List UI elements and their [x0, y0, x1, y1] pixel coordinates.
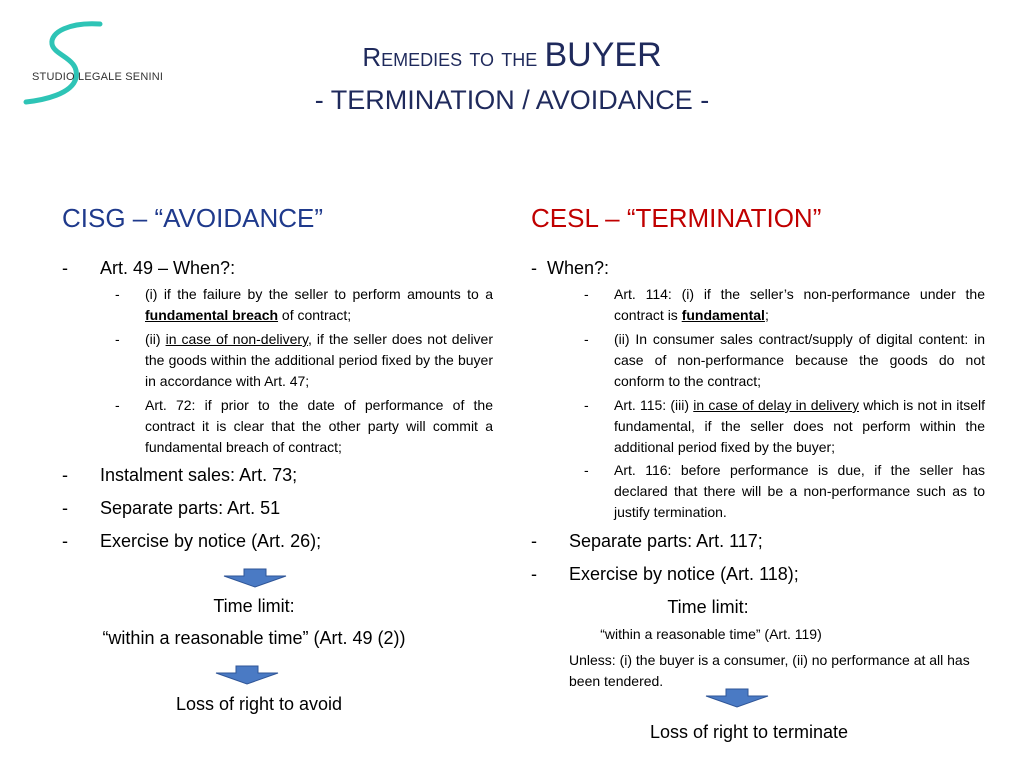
loss-of-right-text: Loss of right to avoid — [175, 694, 343, 714]
title-big: BUYER — [544, 36, 662, 74]
reasonable-time-text: “within a reasonable time” (Art. 49 (2)) — [102, 628, 406, 648]
down-arrow-icon — [214, 665, 280, 685]
cesl-heading: CESL – “TERMINATION” — [531, 203, 822, 233]
loss-of-right-text: Loss of right to terminate — [649, 722, 849, 742]
list-item: - Art. 114: (i) if the seller’s non-performance under the contract is fundamental; — [584, 286, 985, 323]
logo-s-icon — [22, 20, 112, 110]
logo-text: STUDIO LEGALE SENINI — [32, 71, 164, 83]
logo — [22, 20, 172, 110]
list-item: - Art. 115: (iii) in case of delay in delivery which is not in itself fundamental, if the seller does not perform within the additional period fixed by the buyer; — [584, 397, 986, 455]
list-item: - (ii) in case of non-delivery, if the seller does not deliver the goods within the additional period fixed by the buyer in accordance with Art. 47; — [115, 331, 493, 389]
down-arrow-icon — [704, 688, 770, 708]
time-limit-label: Time limit: — [213, 596, 295, 616]
list-item: - Art. 72: if prior to the date of performance of the contract it is clear that the other party will commit a fundamental breach of contract; — [115, 397, 493, 455]
list-item: - (i) if the failure by the seller to perform amounts to a fundamental breach of contract; — [115, 286, 493, 323]
title-small: Remedies to the — [362, 42, 538, 72]
cisg-heading: CISG – “AVOIDANCE” — [62, 203, 324, 233]
time-limit-label: Time limit: — [667, 597, 749, 617]
reasonable-time-text: “within a reasonable time” (Art. 119) — [600, 626, 822, 642]
page-title — [170, 36, 854, 75]
list-item: - (ii) In consumer sales contract/supply of digital content: in case of non-performance because the goods do not conform to the contract; — [584, 331, 985, 389]
list-item: - Art. 116: before performance is due, if the seller has declared that there will be a non-performance such as to justify termination. — [584, 462, 985, 520]
page-subtitle: - TERMINATION / AVOIDANCE - — [314, 85, 710, 115]
unless-text: Unless: (i) the buyer is a consumer, (ii) no performance at all has been tendered. — [569, 652, 970, 689]
down-arrow-icon — [222, 568, 288, 588]
